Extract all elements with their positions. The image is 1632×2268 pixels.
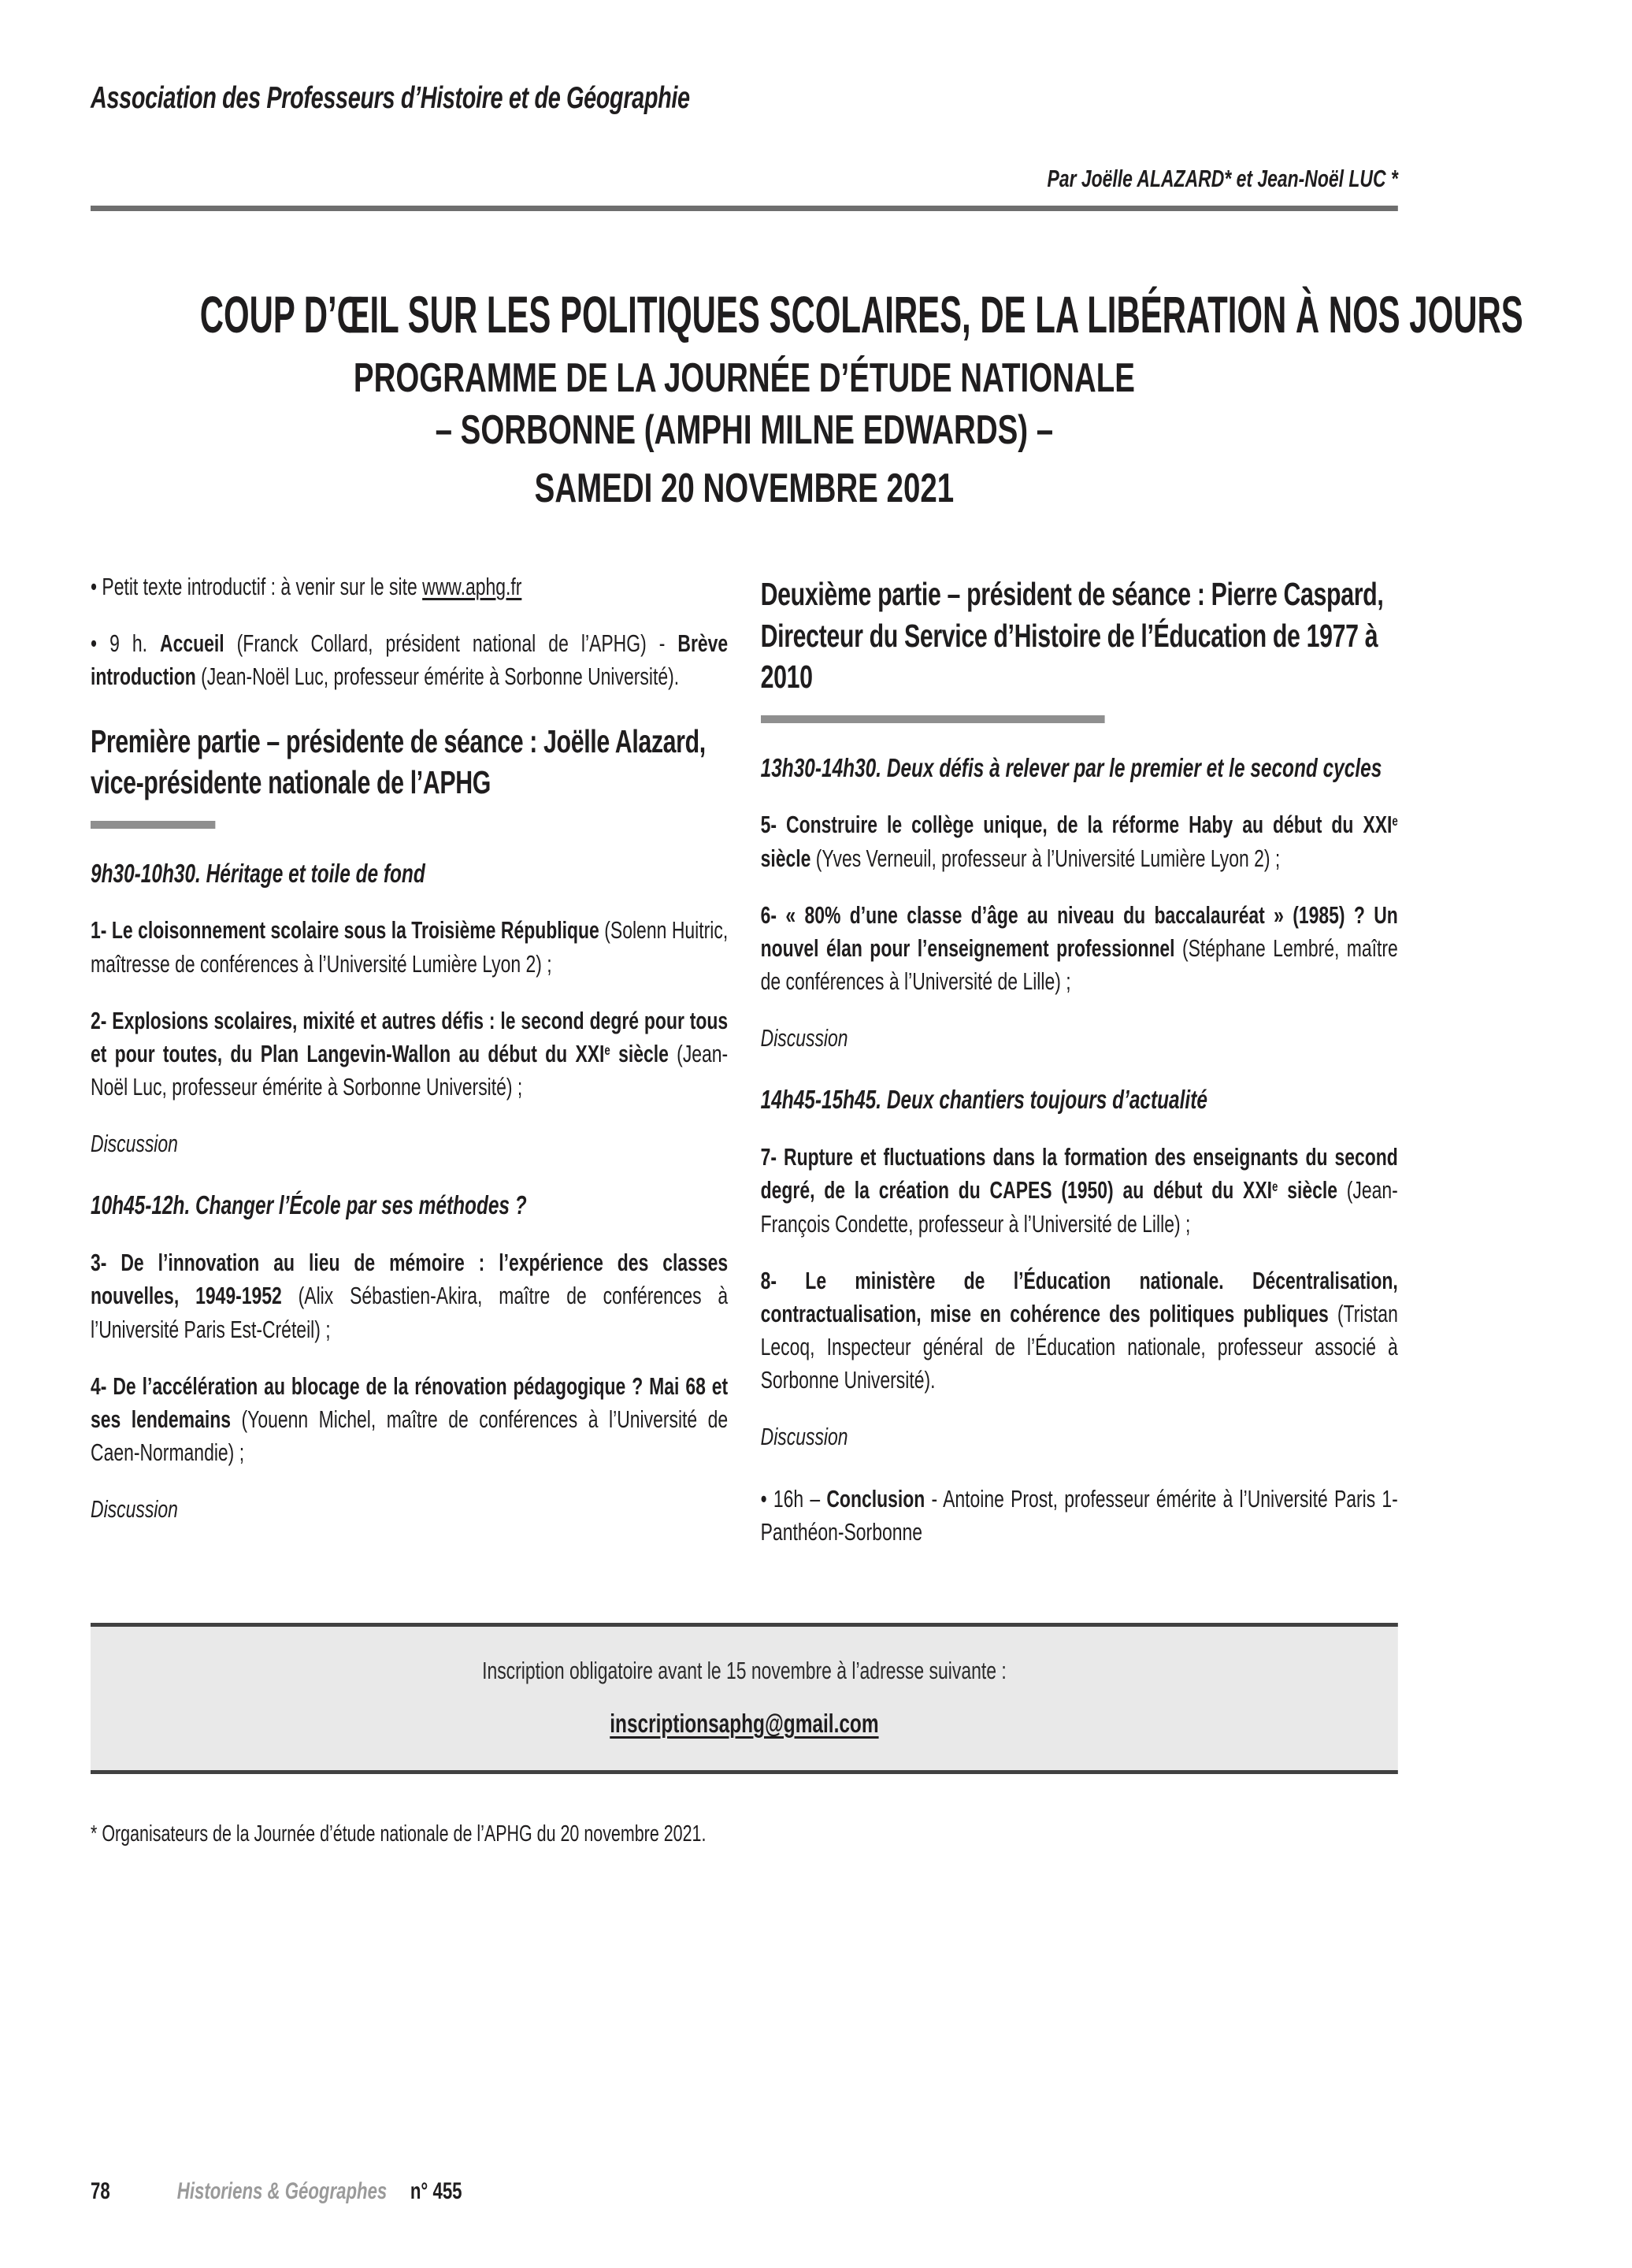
text-run: siècle	[1278, 1176, 1338, 1205]
time-slot-heading: 13h30-14h30. Deux défis à relever par le premier et le second cycles	[760, 752, 1382, 782]
text-run: 1- Le cloisonnement scolaire sous la Troisième République	[91, 916, 599, 945]
program-item	[761, 899, 1398, 998]
text-run: (Tristan Lecoq, Inspecteur général de l’Éducation nationale, professeur associé à Sorbonne Université).	[760, 1299, 1398, 1394]
page-number: 78	[91, 2178, 110, 2204]
inline-link[interactable]: www.aphg.fr	[422, 573, 522, 601]
text-run: • 16h –	[760, 1484, 827, 1513]
page-footer	[91, 2178, 462, 2205]
time-slot-heading: 9h30-10h30. Héritage et toile de fond	[91, 858, 425, 888]
text-run: Accueil	[160, 629, 224, 658]
event-title-line-2: PROGRAMME DE LA JOURNÉE D’ÉTUDE NATIONALE	[353, 354, 1135, 401]
text-run: Conclusion	[826, 1484, 925, 1513]
text-run: (Jean-Noël Luc, professeur émérite à Sorbonne Université).	[195, 663, 680, 691]
text-run: (Alix Sébastien-Akira, maître de conférences à l’Université Paris Est-Créteil) ;	[91, 1282, 729, 1343]
bullet-paragraph	[91, 570, 728, 603]
issue-number: n° 455	[410, 2178, 462, 2204]
text-run: 5- Construire le collège unique, de la réforme Haby au début du XXI	[760, 811, 1393, 839]
journal-name: Historiens & Géographes	[176, 2178, 388, 2204]
byline: Par Joëlle ALAZARD* et Jean-Noël LUC *	[1047, 165, 1398, 192]
text-run: (Jean-Noël Luc, professeur émérite à Sorbonne Université) ;	[91, 1039, 729, 1101]
organizers-footnote: * Organisateurs de la Journée d’étude nationale de l’APHG du 20 novembre 2021.	[91, 1821, 707, 1847]
program-item	[91, 1370, 728, 1469]
text-run: - Antoine Prost, professeur émérite à l’Université Paris 1-Panthéon-Sorbonne	[760, 1484, 1398, 1546]
text-run: 3- De l’innovation au lieu de mémoire : l’expérience des classes nouvelles, 1949-1952	[91, 1249, 729, 1310]
program-item	[761, 1141, 1398, 1240]
text-run: siècle	[610, 1039, 669, 1067]
session-heading: Première partie – présidente de séance : Joëlle Alazard, vice-présidente nationale de l’APHG	[91, 722, 706, 801]
event-title-line-1: COUP D’ŒIL SUR LES POLITIQUES SCOLAIRES, DE LA LIBÉRATION À NOS JOURS	[199, 285, 1523, 343]
text-run: (Stéphane Lembré, maître de conférences à l’Université de Lille) ;	[760, 934, 1398, 996]
text-run: 6- « 80% d’une classe d’âge au niveau du baccalauréat » (1985) ? Un nouvel élan pour l’enseignement professionnel	[760, 900, 1398, 962]
condensed-layout-wrapper	[91, 81, 1523, 2268]
right-column	[761, 570, 1398, 1572]
discussion-label: Discussion	[760, 1423, 848, 1451]
bullet-paragraph	[761, 1483, 1398, 1549]
session-heading: Deuxième partie – président de séance : Pierre Caspard, Directeur du Service d’Histoire de l’Éducation de 1977 à 2010	[760, 576, 1384, 696]
bullet-paragraph	[91, 627, 728, 693]
page-content	[91, 0, 1523, 2204]
text-run: e	[1392, 813, 1398, 830]
text-run: (Solenn Huitric, maîtresse de conférences à l’Université Lumière Lyon 2) ;	[91, 916, 729, 978]
header-rule	[91, 206, 1398, 211]
inscription-email-link[interactable]: inscriptionsaphg@gmail.com	[610, 1708, 879, 1738]
section-underline	[91, 821, 215, 829]
discussion-label: Discussion	[91, 1495, 178, 1524]
text-run: 7- Rupture et fluctuations dans la formation des enseignants du second degré, de la création du CAPES (1950) au début du XXI	[760, 1143, 1398, 1205]
text-run: (Franck Collard, président national de l’APHG) -	[224, 629, 678, 658]
text-run: Brève introduction	[91, 629, 729, 691]
program-columns	[91, 570, 1398, 1572]
association-title: Association des Professeurs d’Histoire et de Géographie	[91, 81, 690, 115]
event-title-line-4: SAMEDI 20 NOVEMBRE 2021	[534, 465, 955, 511]
event-title-line-3: – SORBONNE (AMPHI MILNE EDWARDS) –	[435, 406, 1054, 453]
program-item	[761, 808, 1398, 874]
section-underline	[761, 715, 1105, 723]
text-run: 2- Explosions scolaires, mixité et autres défis : le second degré pour tous et pour toutes, du Plan Langevin-Wallon au début du XXI	[91, 1006, 729, 1067]
discussion-label: Discussion	[91, 1130, 178, 1158]
left-column	[91, 570, 728, 1572]
program-item	[91, 1246, 728, 1346]
discussion-label: Discussion	[760, 1024, 848, 1052]
inscription-text: Inscription obligatoire avant le 15 novembre à l’adresse suivante :	[482, 1656, 1007, 1684]
program-item	[91, 1004, 728, 1104]
text-run: e	[1272, 1179, 1278, 1195]
text-run: siècle	[760, 844, 811, 872]
time-slot-heading: 10h45-12h. Changer l’École par ses méthodes ?	[91, 1190, 527, 1220]
text-run: 8- Le ministère de l’Éducation nationale. Décentralisation, contractualisation, mise en cohérence des politiques publiques	[760, 1266, 1398, 1327]
text-run: (Yves Verneuil, professeur à l’Université Lumière Lyon 2) ;	[810, 844, 1281, 872]
inscription-box	[91, 1623, 1398, 1774]
text-run: (Jean-François Condette, professeur à l’Université de Lille) ;	[760, 1176, 1398, 1238]
text-run: • 9 h.	[91, 629, 161, 658]
text-run: 4- De l’accélération au blocage de la rénovation pédagogique ? Mai 68 et ses lendemains	[91, 1372, 729, 1433]
text-run: • Petit texte introductif : à venir sur le site	[91, 573, 423, 601]
program-item	[761, 1264, 1398, 1398]
time-slot-heading: 14h45-15h45. Deux chantiers toujours d’actualité	[760, 1085, 1207, 1115]
event-title-block	[91, 285, 1523, 511]
text-run: e	[604, 1041, 610, 1058]
program-item	[91, 914, 728, 980]
text-run: (Youenn Michel, maître de conférences à l’Université de Caen-Normandie) ;	[91, 1405, 729, 1467]
